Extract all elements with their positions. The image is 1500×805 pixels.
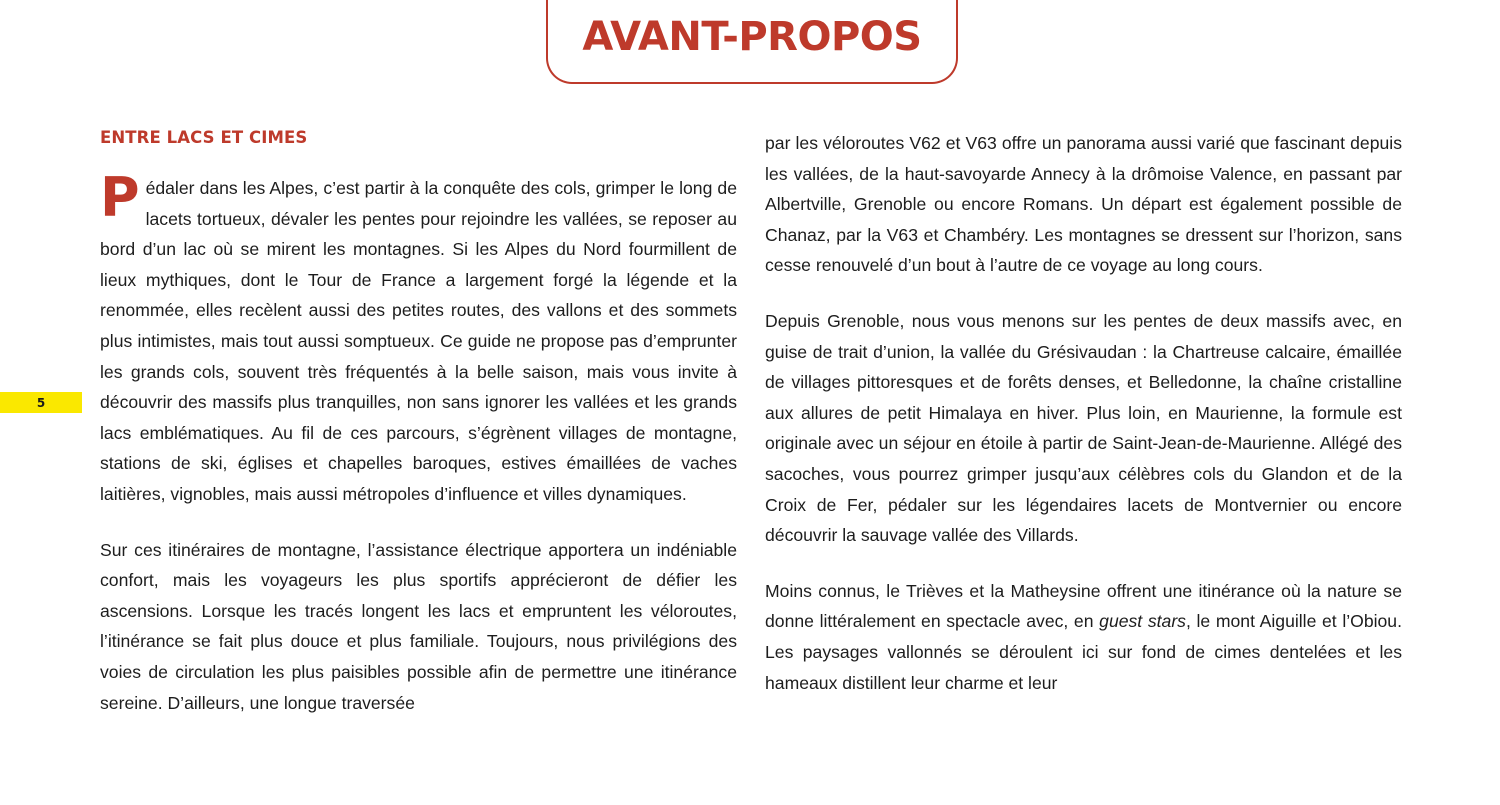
section-heading: ENTRE LACS ET CIMES [100, 128, 308, 147]
title-plate [546, 0, 958, 84]
page-number-tab [0, 392, 82, 413]
paragraph: Sur ces itinéraires de montagne, l’assistance électrique apportera un indéniable confort, mais les voyageurs les plus sportifs apprécieront de défier les ascensions. Lorsque les tracés longent les lacs et empruntent les véloroutes, l’itinérance se fait plus douce et plus familiale. Toujours, nous privilégions des voies de circulation les plus paisibles possible afin de permettre une itinérance sereine. D’ailleurs, une longue traversée [100, 539, 737, 713]
page-number: 5 [36, 395, 46, 410]
page-title: AVANT-PROPOS [582, 14, 922, 60]
article-columns [100, 128, 1406, 768]
right-column [765, 128, 1402, 768]
left-column [100, 128, 737, 768]
paragraph-text-part1: Moins connus, le Trièves et la Matheysine offrent une itinérance où la nature se donne littéralement en spectacle avec, en [765, 580, 1402, 632]
paragraph-text-part2: , le mont Aiguille et l’Obiou. Les paysages vallonnés se déroulent ici sur fond de cimes dentelées et les hameaux distillent leur charme et leur [765, 611, 1402, 693]
italic-phrase: guest stars [1099, 611, 1186, 632]
paragraph-lead: Pédaler dans les Alpes, c’est partir à la conquête des cols, grimper le long de lacets tortueux, dévaler les pentes pour rejoindre les vallées, se reposer au bord d’un lac où se mirent les montagnes. Si les Alpes du Nord fourmillent de lieux mythiques, dont le Tour de France a largement forgé la légende et la renommée, elles recèlent aussi des petites routes, des vallons et des sommets plus intimistes, mais tout aussi somptueux. Ce guide ne propose pas d’emprunter les grands cols, souvent très fréquentés à la belle saison, mais vous invite à découvrir des massifs plus tranquilles, non sans ignorer les vallées et les grands lacs emblématiques. Au fil de ces parcours, s’égrènent villages de montagne, stations de ski, églises et chapelles baroques, estives émaillées de vaches laitières, vignobles, mais aussi métropoles d’influence et villes dynamiques. [100, 166, 737, 504]
paragraph: Depuis Grenoble, nous vous menons sur les pentes de deux massifs avec, en guise de trait d’union, la vallée du Grésivaudan : la Chartreuse calcaire, émaillée de villages pittoresques et de forêts denses, et Belledonne, la chaîne cristalline aux allures de petit Himalaya en hiver. Plus loin, en Maurienne, la formule est originale avec un séjour en étoile à partir de Saint-Jean-de-Maurienne. Allégé des sacoches, vous pourrez grimper jusqu’aux célèbres cols du Glandon et de la Croix de Fer, pédaler sur les légendaires lacets de Montvernier ou encore découvrir la sauvage vallée des Villards. [765, 310, 1402, 546]
paragraph-with-italic [765, 576, 1402, 698]
paragraph: par les véloroutes V62 et V63 offre un panorama aussi varié que fascinant depuis les vallées, de la haut-savoyarde Annecy à la drômoise Valence, en passant par Albertville, Grenoble ou encore Romans. Un départ est également possible de Chanaz, par la V63 et Chambéry. Les montagnes se dressent sur l’horizon, sans cesse renouvelé d’un bout à l’autre de ce voyage au long cours. [765, 133, 1402, 276]
